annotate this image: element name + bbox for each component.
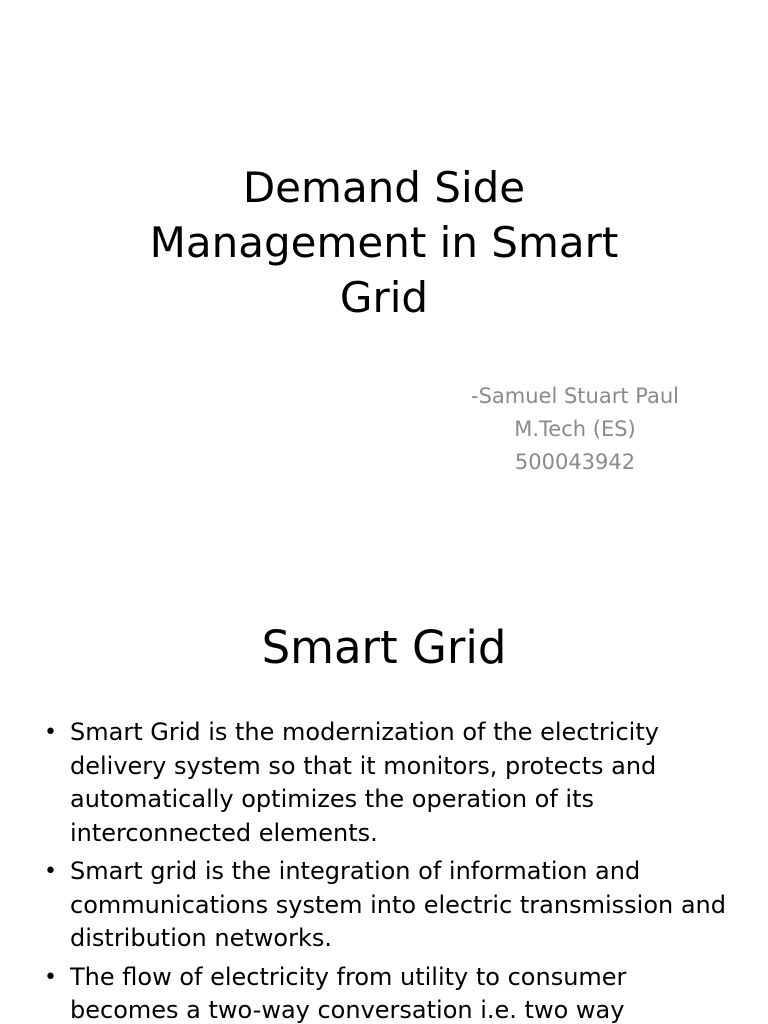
- bullet-item: [44, 855, 734, 956]
- slide-smart-grid: [0, 576, 768, 1024]
- slide-heading: Smart Grid: [261, 621, 507, 674]
- bullet-marker: •: [44, 720, 57, 745]
- bullet-item: [44, 716, 734, 850]
- bullet-text: Smart Grid is the modernization of the electricity delivery system so that it monitors, protects and automatically optimizes the operation of its interconnected elements.: [70, 718, 659, 847]
- bullet-text: The flow of electricity from utility to consumer becomes a two-way conversation i.e. two way: [70, 962, 627, 1024]
- author-id: 500043942: [514, 450, 636, 474]
- bullet-marker: •: [44, 964, 57, 990]
- bullet-marker: •: [44, 859, 57, 884]
- presentation-title: Demand Side Management in Smart Grid: [149, 163, 619, 322]
- bullet-item: [44, 961, 734, 1024]
- author-program: M.Tech (ES): [514, 417, 636, 441]
- author-block: [430, 380, 720, 479]
- bullet-list: [44, 716, 734, 1024]
- author-name: -Samuel Stuart Paul: [471, 384, 679, 408]
- bullet-text: Smart grid is the integration of information and communications system into electric transmission and distribution networks.: [70, 857, 726, 952]
